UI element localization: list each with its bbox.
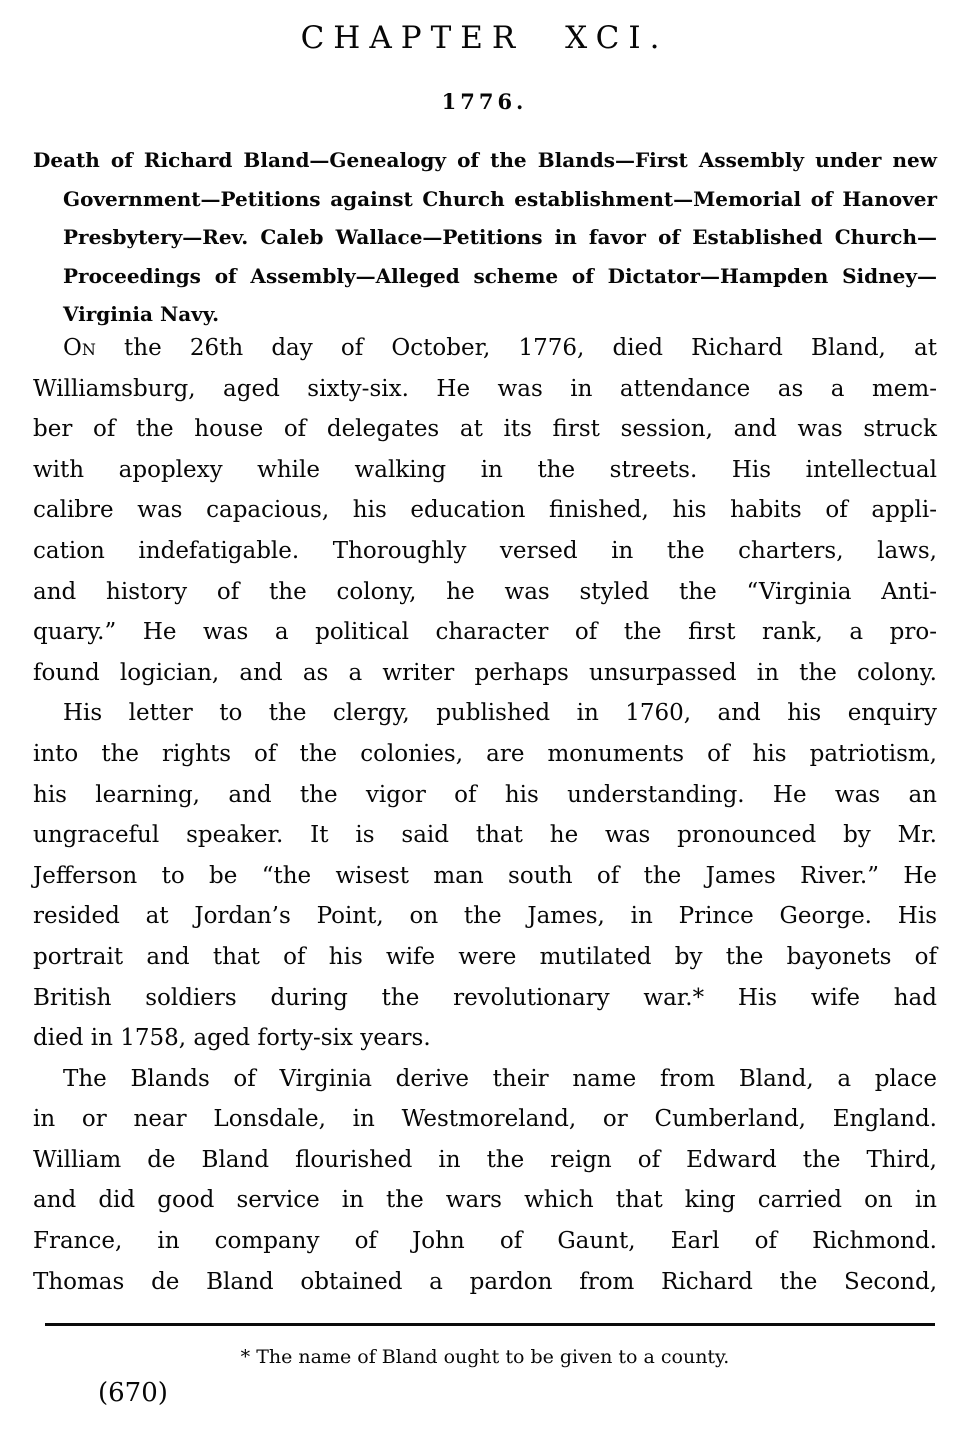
text-line: with apoplexy while walking in the streets. His intellectual <box>33 456 937 483</box>
text-line: The Blands of Virginia derive their name from Bland, a place <box>63 1065 937 1092</box>
text-line: British soldiers during the revolutionary war.* His wife had <box>33 984 937 1011</box>
text-line: and history of the colony, he was styled the “Virginia Anti- <box>33 578 937 605</box>
text-line: Thomas de Bland obtained a pardon from Richard the Second, <box>33 1268 937 1295</box>
text-line: His letter to the clergy, published in 1760, and his enquiry <box>63 700 937 727</box>
text-line: Government—Petitions against Church establishment—Memorial of Hanover <box>63 186 937 211</box>
text-line: found logician, and as a writer perhaps unsurpassed in the colony. <box>33 659 937 686</box>
text-line: ungraceful speaker. It is said that he was pronounced by Mr. <box>33 822 937 849</box>
text-line: Williamsburg, aged sixty-six. He was in attendance as a mem- <box>33 375 937 402</box>
text-line: Jefferson to be “the wisest man south of the James River.” He <box>33 862 937 889</box>
footnote: * The name of Bland ought to be given to a county. <box>240 1346 730 1368</box>
text-line: and did good service in the wars which that king carried on in <box>33 1187 937 1214</box>
text-line: cation indefatigable. Thoroughly versed in the charters, laws, <box>33 537 937 564</box>
text-line: On the 26th day of October, 1776, died Richard Bland, at <box>63 335 937 361</box>
text-line: France, in company of John of Gaunt, Earl of Richmond. <box>33 1228 937 1255</box>
text-line: into the rights of the colonies, are monuments of his patriotism, <box>33 740 937 767</box>
footnote-divider <box>45 1323 935 1326</box>
text-line: calibre was capacious, his education finished, his habits of appli- <box>33 497 937 524</box>
chapter-date: 1776. <box>441 89 528 114</box>
body-text <box>33 328 937 1302</box>
text-line: Proceedings of Assembly—Alleged scheme of Dictator—Hampden Sidney— <box>63 263 937 288</box>
text-line: Presbytery—Rev. Caleb Wallace—Petitions in favor of Established Church— <box>63 225 937 249</box>
text-line: resided at Jordan’s Point, on the James, in Prince George. His <box>33 903 937 930</box>
text-line: died in 1758, aged forty-six years. <box>33 1025 431 1052</box>
text-line: his learning, and the vigor of his understanding. He was an <box>33 781 937 808</box>
chapter-title: CHAPTER XCI. <box>300 20 669 56</box>
text-line: in or near Lonsdale, in Westmoreland, or Cumberland, England. <box>33 1106 937 1133</box>
text-line: Virginia Navy. <box>63 302 220 326</box>
text-line: quary.” He was a political character of the first rank, a pro- <box>33 619 937 646</box>
text-line: Death of Richard Bland—Genealogy of the Blands—First Assembly under new <box>33 148 937 172</box>
text-line: William de Bland flourished in the reign of Edward the Third, <box>33 1146 937 1173</box>
text-line: ber of the house of delegates at its first session, and was struck <box>33 416 937 443</box>
chapter-summary <box>33 141 937 334</box>
smallcaps-lead: On <box>63 335 96 361</box>
page-number: (670) <box>98 1378 168 1408</box>
text-line: portrait and that of his wife were mutilated by the bayonets of <box>33 943 937 970</box>
